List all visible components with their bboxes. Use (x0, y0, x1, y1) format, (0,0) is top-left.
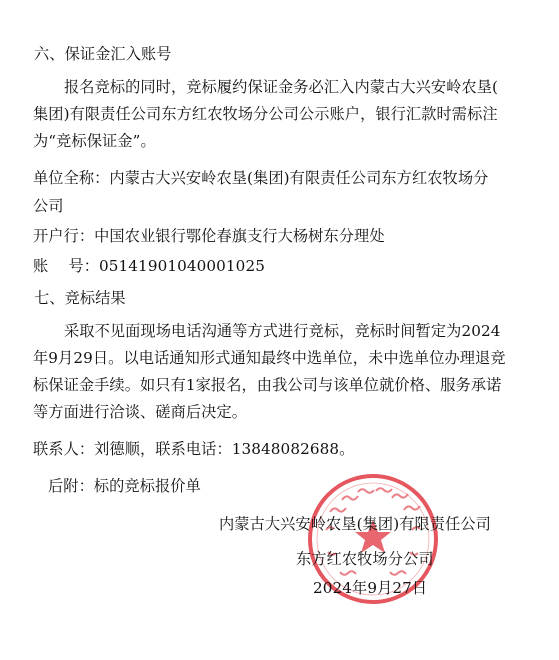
contact-line: 联系人：刘德顺，联系电话：13848082688。 (33, 440, 355, 458)
section-6-paragraph-line: 为“竞标保证金”。 (33, 132, 156, 150)
section-7-paragraph-line: 采取不见面现场电话沟通等方式进行竞标，竞标时间暂定为2024 (64, 322, 501, 340)
section-6-paragraph-line: 报名竞标的同时，竞标履约保证金务必汇入内蒙古大兴安岭农垦( (64, 78, 499, 96)
section-6-paragraph-line: 集团)有限责任公司东方红农牧场分公司公示账户，银行汇款时需标注 (33, 105, 498, 123)
signature-branch: 东方红农牧场分公司 (296, 550, 434, 568)
signature-company: 内蒙古大兴安岭农垦(集团)有限责任公司 (219, 515, 491, 533)
signature-date: 2024年9月27日 (313, 579, 428, 597)
section-7-heading: 七、竞标结果 (34, 289, 126, 307)
section-6-heading: 六、保证金汇入账号 (34, 45, 172, 63)
account-number: 05141901040001025 (99, 257, 265, 275)
section-7-paragraph-line: 标保证金手续。如只有1家报名，由我公司与该单位就价格、服务承诺 (33, 376, 502, 394)
unit-name-line: 公司 (33, 197, 64, 215)
bank-line: 开户行：中国农业银行鄂伦春旗支行大杨树东分理处 (33, 227, 385, 245)
account-label: 账 号： (33, 257, 100, 275)
section-7-paragraph-line: 等方面进行洽谈、磋商后决定。 (33, 403, 248, 421)
section-7-paragraph-line: 年9月29日。以电话通知形式通知最终中选单位，未中选单位办理退竞 (33, 349, 506, 367)
account-line (33, 256, 559, 276)
attachment-line: 后附：标的竞标报价单 (48, 477, 201, 495)
unit-name-line: 单位全称：内蒙古大兴安岭农垦(集团)有限责任公司东方红农牧场分 (33, 169, 489, 187)
